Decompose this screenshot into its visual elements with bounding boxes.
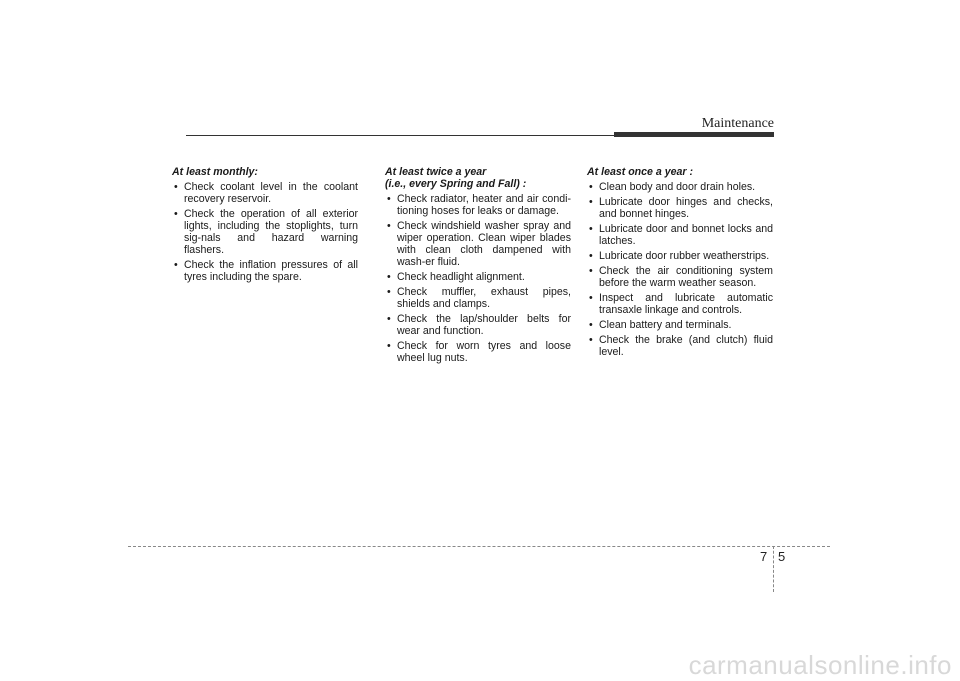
list-item: • Check windshield washer spray and wiper operation. Clean wiper blades with clean cloth dampened with wash-er fluid. <box>385 220 571 268</box>
watermark: carmanualsonline.info <box>688 650 952 680</box>
checklist <box>172 181 358 283</box>
list-item: • Check the brake (and clutch) fluid level. <box>587 334 773 358</box>
column-yearly <box>587 166 773 358</box>
section-title: Maintenance <box>701 116 774 131</box>
list-item: • Check radiator, heater and air condi-tioning hoses for leaks or damage. <box>385 193 571 217</box>
list-item: • Clean body and door drain holes. <box>587 181 773 193</box>
list-item: • Lubricate door rubber weatherstrips. <box>587 250 773 262</box>
checklist <box>587 181 773 358</box>
column-monthly <box>172 166 358 283</box>
header-rule-accent <box>614 132 774 137</box>
list-item: • Inspect and lubricate automatic transaxle linkage and controls. <box>587 292 773 316</box>
column-heading <box>385 166 571 190</box>
page-number-divider <box>773 546 774 592</box>
list-item: • Lubricate door hinges and checks, and bonnet hinges. <box>587 196 773 220</box>
column-heading-line: At least once a year : <box>587 166 693 178</box>
column-heading <box>172 166 358 178</box>
column-heading <box>587 166 773 178</box>
list-item: • Check muffler, exhaust pipes, shields and clamps. <box>385 286 571 310</box>
list-item: • Check headlight alignment. <box>385 271 571 283</box>
column-heading-line: At least monthly: <box>172 166 258 178</box>
chapter-number: 7 <box>760 549 768 564</box>
checklist <box>385 193 571 364</box>
page-number: 5 <box>778 549 786 564</box>
list-item: • Clean battery and terminals. <box>587 319 773 331</box>
list-item: • Check the inflation pressures of all tyres including the spare. <box>172 259 358 283</box>
column-twice-yearly <box>385 166 571 364</box>
column-heading-line: (i.e., every Spring and Fall) : <box>385 178 527 190</box>
list-item: • Check coolant level in the coolant recovery reservoir. <box>172 181 358 205</box>
list-item: • Check the air conditioning system before the warm weather season. <box>587 265 773 289</box>
column-heading-line: At least twice a year <box>385 166 487 178</box>
footer-divider <box>128 546 830 547</box>
list-item: • Lubricate door and bonnet locks and latches. <box>587 223 773 247</box>
list-item: • Check the lap/shoulder belts for wear and function. <box>385 313 571 337</box>
list-item: • Check the operation of all exterior lights, including the stoplights, turn sig-nals and hazard warning flashers. <box>172 208 358 256</box>
header-rule <box>186 135 614 136</box>
list-item: • Check for worn tyres and loose wheel lug nuts. <box>385 340 571 364</box>
